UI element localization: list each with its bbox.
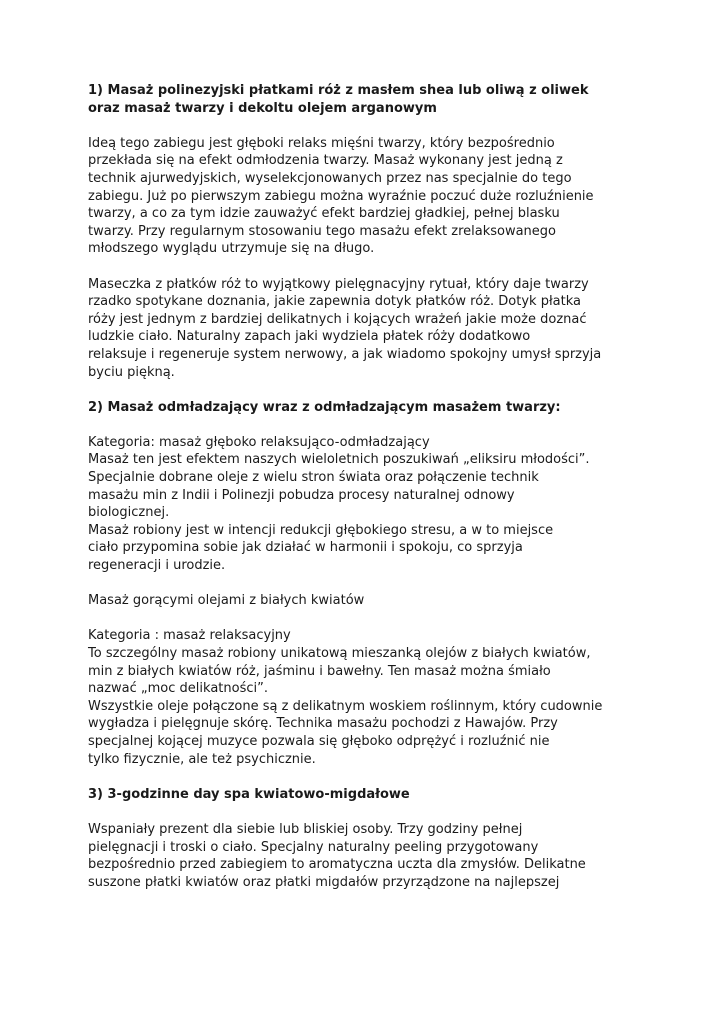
text-line: specjalnej kojącej muzyce pozwala się głęboko odprężyć i rozluźnić nie (88, 733, 550, 749)
text-line: Masaż robiony jest w intencji redukcji głębokiego stresu, a w to miejsce (88, 522, 554, 538)
text-line: róży jest jednym z bardziej delikatnych i kojących wrażeń jakie może doznać (88, 311, 587, 327)
text-line: Kategoria : masaż relaksacyjny (88, 628, 291, 644)
heading-line: 2) Masaż odmładzający wraz z odmładzającym masażem twarzy: (88, 399, 561, 415)
text-line: Kategoria: masaż głęboko relaksująco-odmładzający (88, 434, 430, 450)
text-line: Wszystkie oleje połączone są z delikatnym woskiem roślinnym, który cudownie (88, 698, 603, 714)
text-line: wygładza i pielęgnuje skórę. Technika masażu pochodzi z Hawajów. Przy (88, 716, 558, 732)
text-line: bezpośrednio przed zabiegiem to aromatyczna uczta dla zmysłów. Delikatne (88, 857, 586, 873)
text-line: Maseczka z płatków róż to wyjątkowy pielęgnacyjny rytuał, który daje twarzy (88, 276, 589, 292)
text-line: ciało przypomina sobie jak działać w harmonii i spokoju, co sprzyja (88, 540, 523, 556)
text-line: pielęgnacji i troski o ciało. Specjalny naturalny peeling przygotowany (88, 839, 539, 855)
section-1-paragraph-2 (88, 276, 688, 382)
section-3-heading (88, 786, 688, 804)
text-line: To szczególny masaż robiony unikatową mieszanką olejów z białych kwiatów, (88, 646, 591, 661)
text-line: tylko fizycznie, ale też psychicznie. (88, 751, 316, 767)
section-1-heading (88, 82, 688, 117)
text-line: zabiegu. Już po pierwszym zabiegu można wyraźnie poczuć duże rozluźnienie (88, 188, 594, 204)
text-line: twarzy, a co za tym idzie zauważyć efekt bardziej gładkiej, pełnej blasku (88, 206, 560, 222)
section-2-paragraph-2 (88, 592, 688, 610)
text-line: przekłada się na efekt odmłodzenia twarzy. Masaż wykonany jest jedną z (88, 153, 563, 169)
text-line: byciu piękną. (88, 364, 175, 380)
text-line: regeneracji i urodzie. (88, 558, 226, 574)
text-line: masażu min z Indii i Polinezji pobudza procesy naturalnej odnowy (88, 487, 515, 503)
text-line: nazwać „moc delikatności”. (88, 681, 268, 697)
heading-line: oraz masaż twarzy i dekoltu olejem arganowym (88, 100, 437, 116)
text-line: min z białych kwiatów róż, jaśminu i bawełny. Ten masaż można śmiało (88, 663, 551, 679)
section-2-paragraph-1 (88, 434, 688, 575)
section-1-paragraph-1 (88, 135, 688, 258)
text-line: Ideą tego zabiegu jest głęboki relaks mięśni twarzy, który bezpośrednio (88, 135, 555, 151)
section-2-paragraph-3 (88, 627, 688, 768)
section-3-paragraph-1 (88, 821, 688, 891)
text-line: młodszego wyglądu utrzymuje się na długo. (88, 241, 375, 257)
text-line: Wspaniały prezent dla siebie lub bliskiej osoby. Trzy godziny pełnej (88, 821, 523, 837)
text-line: relaksuje i regeneruje system nerwowy, a jak wiadomo spokojny umysł sprzyja (88, 346, 602, 362)
text-line: technik ajurwedyjskich, wyselekcjonowanych przez nas specjalnie do tego (88, 170, 572, 186)
heading-line: 1) Masaż polinezyjski płatkami róż z masłem shea lub oliwą z oliwek (88, 83, 589, 98)
text-line: rzadko spotykane doznania, jakie zapewnia dotyk płatków róż. Dotyk płatka (88, 294, 581, 310)
section-2-heading (88, 399, 688, 417)
document-page (88, 82, 688, 891)
text-line: biologicznej. (88, 505, 170, 521)
text-line: Masaż gorącymi olejami z białych kwiatów (88, 593, 365, 609)
text-line: ludzkie ciało. Naturalny zapach jaki wydziela płatek róży dodatkowo (88, 329, 531, 345)
text-line: suszone płatki kwiatów oraz płatki migdałów przyrządzone na najlepszej (88, 874, 560, 890)
text-line: Specjalnie dobrane oleje z wielu stron świata oraz połączenie technik (88, 470, 539, 486)
heading-line: 3) 3-godzinne day spa kwiatowo-migdałowe (88, 786, 410, 802)
text-line: twarzy. Przy regularnym stosowaniu tego masażu efekt zrelaksowanego (88, 223, 556, 239)
text-line: Masaż ten jest efektem naszych wieloletnich poszukiwań „eliksiru młodości”. (88, 452, 590, 468)
